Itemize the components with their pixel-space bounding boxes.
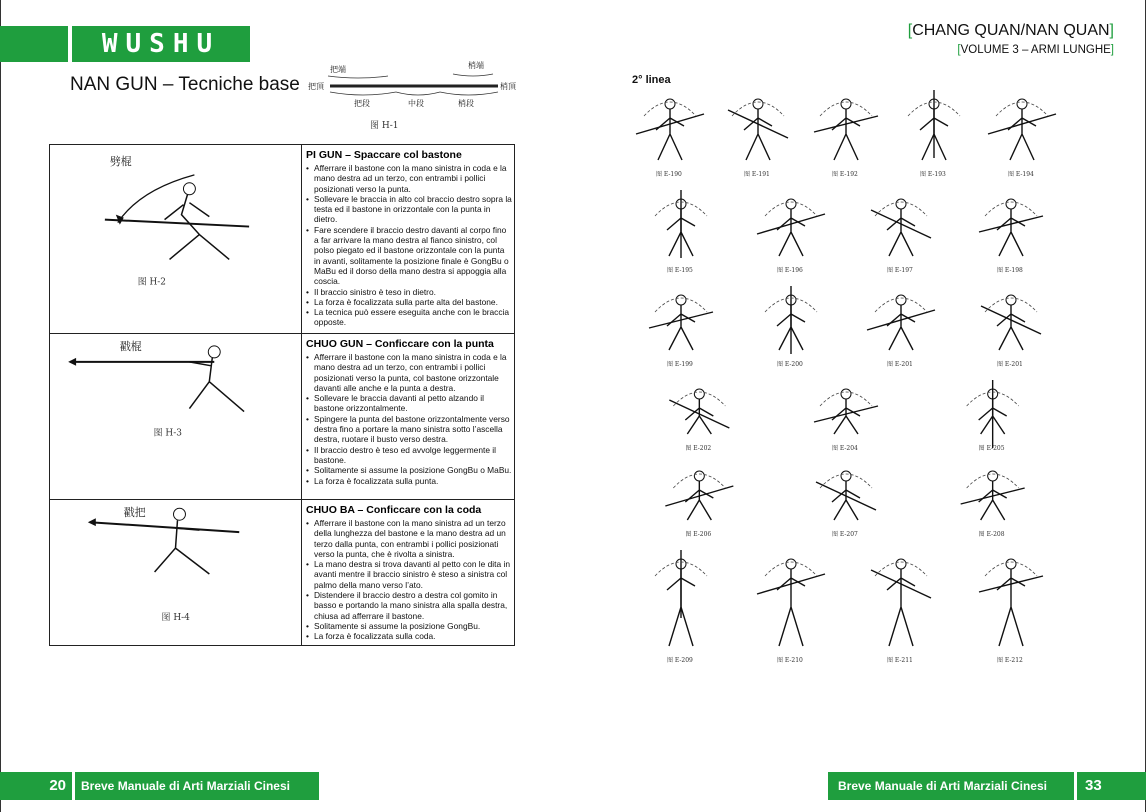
sequence-figure-caption: 图 E-191 [744,171,770,178]
diagram-label-ba-duan: 把端 [330,65,346,74]
technique-description [306,338,512,486]
sequence-figure-caption: 图 E-209 [667,657,693,664]
technique-point: • Afferrare il bastone con la mano sinistra ad un terzo della lunghezza del bastone e la mano destra ad un terzo dalla punta, con entrambi i pollici posizionati verso la punta, che è rivolta a sinistra. [306,518,512,559]
sequence-figure [867,295,935,350]
header-band-left [0,26,68,62]
page-edge-left [0,0,1,812]
technique-row-pi-gun [50,145,514,334]
technique-point: • Solitamente si assume la posizione GongBu o MaBu. [306,465,512,475]
chuo-gun-figure [50,334,301,499]
sequence-figure [988,99,1056,160]
technique-point: • Solitamente si assume la posizione GongBu. [306,621,512,631]
sequence-figure-caption: 图 E-208 [978,531,1005,538]
technique-point: • Fare scendere il braccio destro davanti al corpo fino a far arrivare la mano destra al fianco sinistro, col polso piegato ed il bastone orizzontale con la punta in avanti, solitamente la posizione finale è GongBu o MaBu ed il dorso della mano destra si appoggia alla coscia. [306,225,512,287]
technique-illustration [50,334,302,499]
sequence-figure [728,99,788,160]
technique-title: CHUO BA – Conficcare con la coda [306,504,482,516]
diagram-label-shao-duan-bottom: 梢段 [458,99,474,108]
cn-label-chuo-ba: 戳把 [123,506,146,520]
page-title: NAN GUN – Tecniche base [70,74,300,95]
technique-points [306,352,512,486]
sequence-figure-caption: 图 E-190 [656,171,682,178]
wushu-logo: WUSHU [101,29,221,59]
sequence-figure [908,90,960,160]
caption-h2: 图 H-2 [137,277,166,288]
sequence-figure [979,559,1043,646]
sequence-figure [636,99,704,160]
technique-point: • Distendere il braccio destro a destra col gomito in basso e portando la mano sinistra alla spalla destra, chiusa ad afferrare il bastone. [306,590,512,621]
sequence-figure [814,389,878,434]
sequence-figure [979,199,1043,256]
technique-point: • La forza è focalizzata sulla coda. [306,631,512,641]
sequence-figure [665,471,733,520]
figure-caption-h1: 图 H-1 [370,121,399,131]
section-label: 2° linea [632,74,671,86]
sequence-figure-grid [626,86,1066,670]
sequence-figure-caption: 图 E-207 [832,531,858,538]
technique-point: • Afferrare il bastone con la mano sinistra in coda e la mano destra ad un terzo, con entrambi i pollici posizionati verso la punta. [306,163,512,194]
techniques-table [49,144,515,646]
technique-title: PI GUN – Spaccare col bastone [306,149,462,161]
sequence-figure-caption: 图 E-197 [887,267,913,274]
diagram-label-ba-ding: 把頂 [308,82,324,91]
sequence-figure [655,190,707,258]
diagram-label-shao-ding: 梢頂 [500,82,516,91]
sequence-figure-caption: 图 E-201 [887,361,913,368]
chuo-ba-figure [50,500,301,645]
sequence-figure-caption: 图 E-193 [920,171,946,178]
technique-points [306,518,512,642]
technique-point: • La tecnica può essere eseguita anche con le braccia opposte. [306,307,512,328]
sequence-figure-caption: 图 E-212 [997,657,1023,664]
left-page-number: 20 [0,772,72,800]
technique-point: • Afferrare il bastone con la mano sinistra in coda e la mano destra ad un terzo, con entrambi i pollici posizionati verso la punta, col bastone orizzontale davanti alle anche e la punta a destra. [306,352,512,393]
diagram-label-ba-duan-bottom: 把段 [354,99,370,108]
sequence-figure-caption: 图 E-201 [997,361,1023,368]
sequence-figure [649,295,713,350]
right-footer-book-title: Breve Manuale di Arti Marziali Cinesi [828,772,1074,800]
technique-point: • La forza è focalizzata sulla parte alta del bastone. [306,297,512,307]
technique-title: CHUO GUN – Conficcare con la punta [306,338,494,350]
sequence-figure-caption: 图 E-199 [667,361,693,368]
sequence-figure-caption: 图 E-211 [887,657,913,664]
sequence-figure [669,389,729,434]
technique-point: • Il braccio sinistro è teso in dietro. [306,287,512,297]
sequence-figure [961,471,1025,520]
sequence-figure [655,550,707,646]
sequence-figure [816,471,876,520]
technique-point: • Sollevare le braccia davanti al petto alzando il bastone orizzontalmente. [306,393,512,414]
sequence-figure [981,295,1041,350]
technique-points [306,163,512,328]
cn-label-chuo-gun: 戳棍 [119,339,142,353]
sequence-figure [757,559,825,646]
technique-row-chuo-ba [50,500,514,645]
cn-label-pi-gun: 劈棍 [109,154,132,168]
staff-parts-diagram [308,58,528,134]
technique-point: • Sollevare le braccia in alto col braccio destro sopra la testa ed il bastone in orizzontale con la punta in dietro. [306,194,512,225]
sequence-figure [967,380,1019,448]
sequence-figure [871,559,931,646]
sequence-figure-caption: 图 E-202 [685,445,712,452]
right-page-subtitle: [VOLUME 3 – ARMI LUNGHE] [957,44,1114,56]
technique-point: • Il braccio destro è teso ed avvolge leggermente il bastone. [306,445,512,466]
sequence-figure [871,199,931,256]
diagram-label-shao-duan: 梢端 [468,61,484,70]
caption-h3: 图 H-3 [153,428,182,439]
sequence-figure-caption: 图 E-195 [667,267,693,274]
right-page-title: [CHANG QUAN/NAN QUAN] [907,22,1114,39]
left-footer-book-title: Breve Manuale di Arti Marziali Cinesi [75,772,319,800]
technique-point: • La forza è focalizzata sulla punta. [306,476,512,486]
technique-row-chuo-gun [50,334,514,500]
right-page-number: 33 [1077,772,1146,800]
technique-illustration [50,145,302,333]
sequence-figure-caption: 图 E-204 [832,445,858,452]
sequence-figure [757,199,825,256]
sequence-figure-caption: 图 E-196 [777,267,803,274]
caption-h4: 图 H-4 [161,612,190,623]
sequence-figure-caption: 图 E-192 [832,171,858,178]
technique-description [306,504,512,642]
pi-gun-figure [50,145,301,333]
technique-illustration [50,500,302,645]
technique-point: • Spingere la punta del bastone orizzontalmente verso destra fino a portare la mano sinistra sotto l’ascella destra, ruotare il busto verso destra. [306,414,512,445]
sequence-figure-caption: 图 E-200 [777,361,803,368]
diagram-label-zhong-duan: 中段 [408,99,424,108]
technique-description [306,149,512,328]
sequence-figure-caption: 图 E-198 [997,267,1023,274]
sequence-figure-caption: 图 E-205 [978,445,1005,452]
sequence-figure [765,286,817,354]
technique-point: • La mano destra si trova davanti al petto con le dita in avanti mentre il braccio sinistro è steso a sinistra col palmo della mano verso l’ato. [306,559,512,590]
sequence-figure-caption: 图 E-194 [1008,171,1034,178]
sequence-figure [814,99,878,160]
sequence-figure-caption: 图 E-206 [685,531,712,538]
sequence-figure-caption: 图 E-210 [777,657,803,664]
